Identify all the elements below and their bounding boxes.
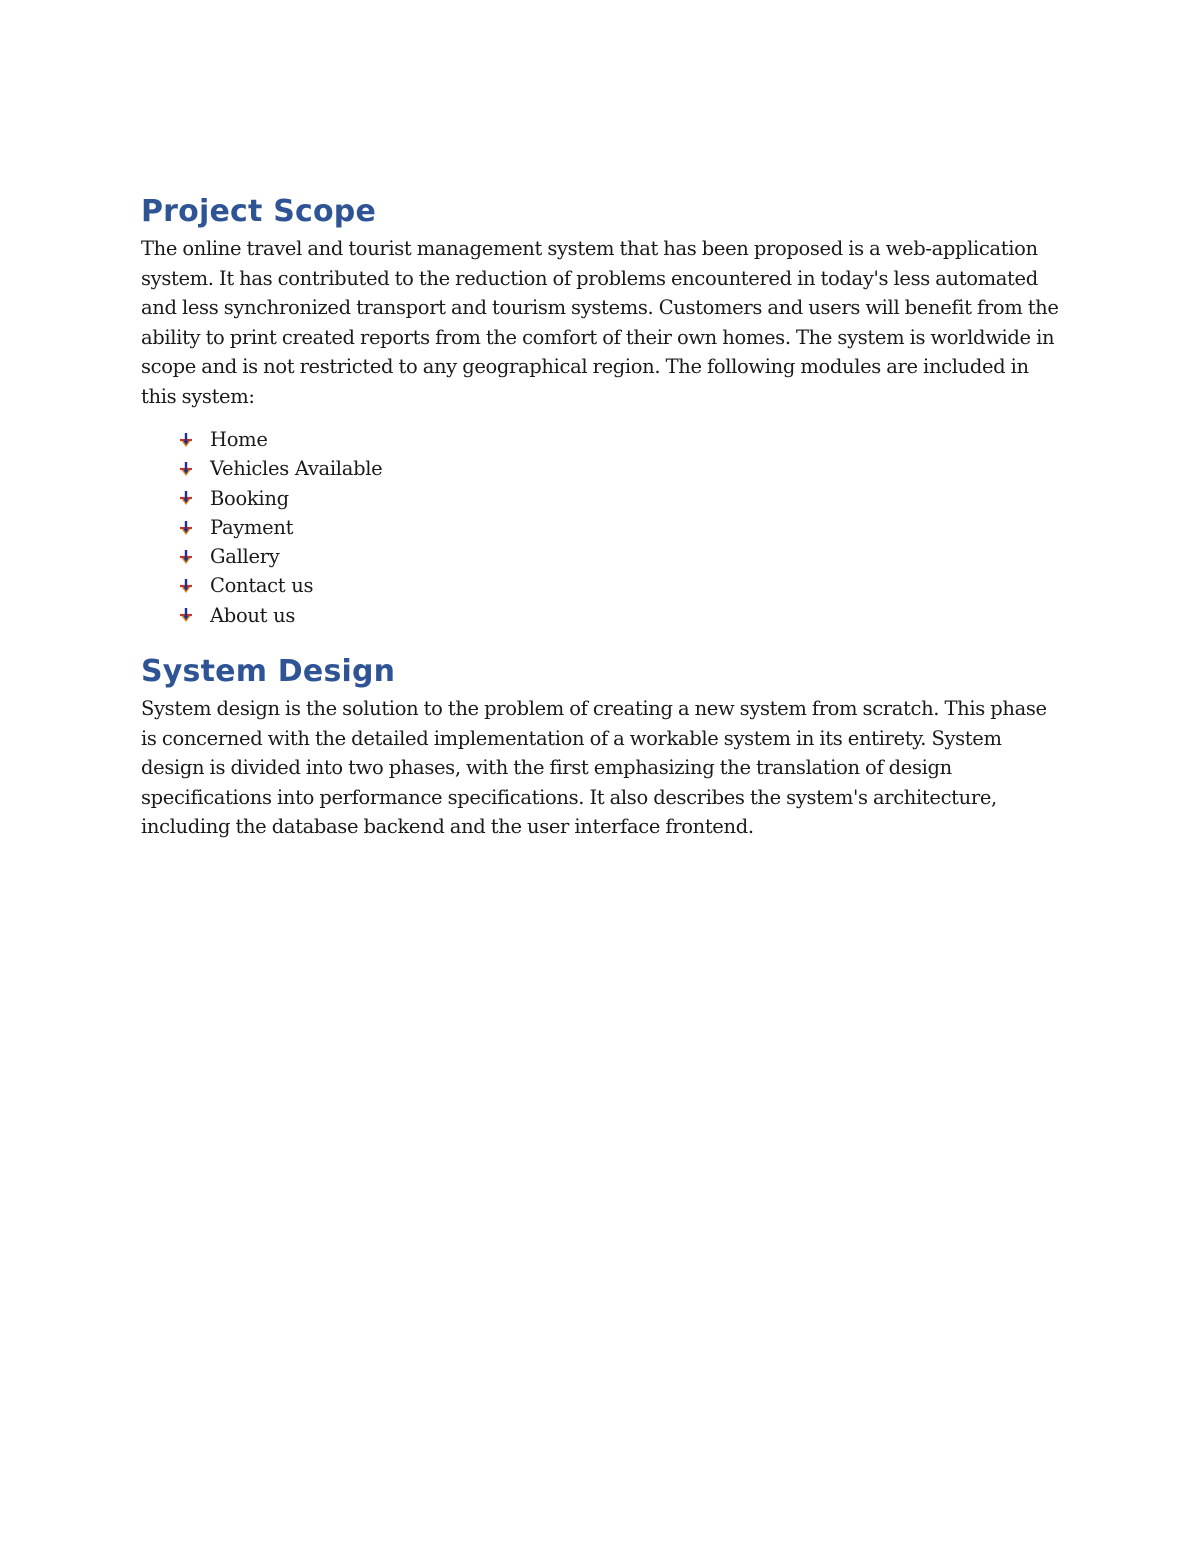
module-label: Vehicles Available bbox=[210, 457, 383, 481]
module-label: Home bbox=[210, 428, 268, 451]
down-arrow-bullet-icon bbox=[177, 489, 195, 507]
down-arrow-bullet-icon bbox=[177, 431, 195, 449]
down-arrow-bullet-icon bbox=[177, 606, 195, 624]
list-item bbox=[141, 571, 1066, 600]
list-item bbox=[141, 542, 1066, 571]
modules-list bbox=[141, 425, 1066, 630]
list-item bbox=[141, 484, 1066, 513]
list-item bbox=[141, 454, 1066, 483]
project-scope-paragraph: The online travel and tourist management system that has been proposed is a web-application system. It has contributed to the reduction of problems encountered in today's less automated and less synchronized transport and tourism systems. Customers and users will benefit from the ability to print created reports from the comfort of their own homes. The system is worldwide in scope and is not restricted to any geographical region. The following modules are included in this system: bbox=[141, 237, 1059, 408]
list-item bbox=[141, 425, 1066, 454]
module-label: About us bbox=[210, 603, 296, 627]
project-scope-heading: Project Scope bbox=[141, 194, 377, 229]
system-design-paragraph: System design is the solution to the problem of creating a new system from scratch. This phase is concerned with the detailed implementation of a workable system in its entirety. System design is divided into two phases, with the first emphasizing the translation of design specifications into performance specifications. It also describes the system's architecture, including the database backend and the user interface frontend. bbox=[141, 697, 1047, 839]
list-item bbox=[141, 513, 1066, 542]
module-label: Gallery bbox=[210, 545, 280, 569]
down-arrow-bullet-icon bbox=[177, 460, 195, 478]
module-label: Contact us bbox=[210, 574, 314, 598]
list-item bbox=[141, 601, 1066, 630]
module-label: Payment bbox=[210, 515, 294, 539]
down-arrow-bullet-icon bbox=[177, 577, 195, 595]
system-design-section bbox=[141, 650, 1066, 842]
system-design-heading: System Design bbox=[141, 654, 396, 690]
down-arrow-bullet-icon bbox=[177, 548, 195, 566]
down-arrow-bullet-icon bbox=[177, 519, 195, 537]
document-page bbox=[141, 190, 1066, 842]
module-label: Booking bbox=[210, 486, 289, 510]
